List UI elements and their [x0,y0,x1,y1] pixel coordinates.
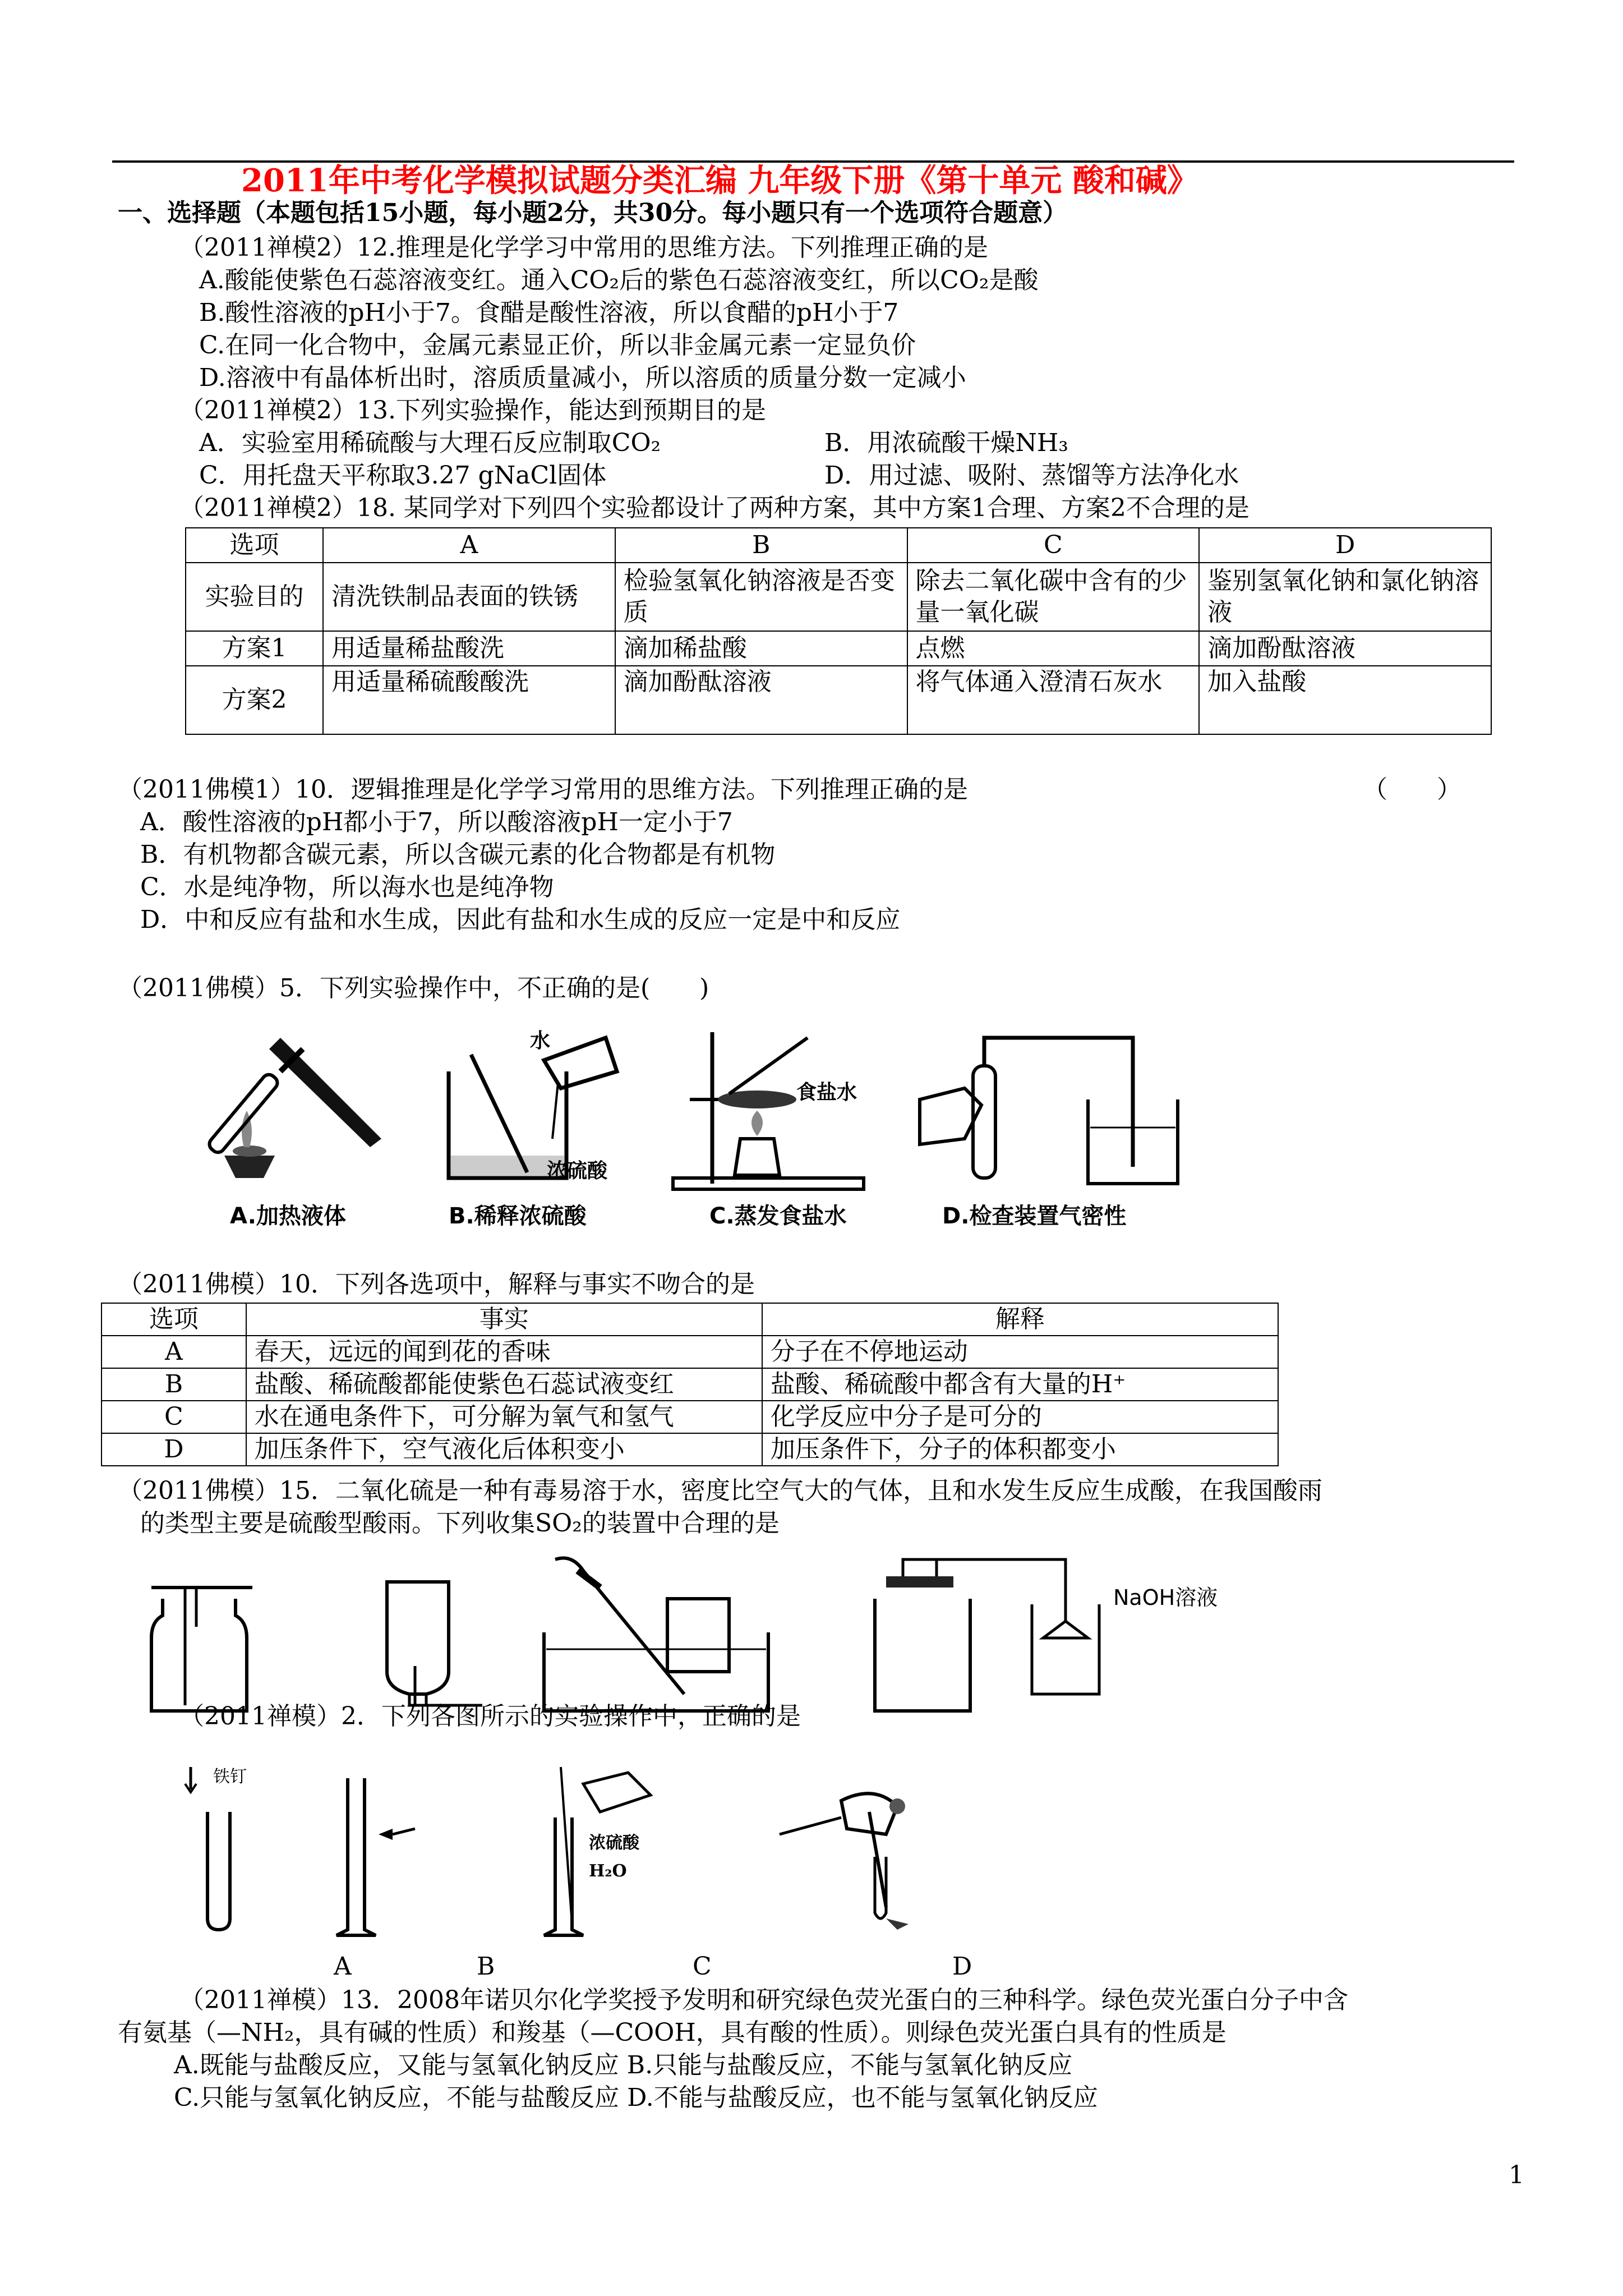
option-d: D.溶液中有晶体析出时，溶质质量减小，所以溶质的质量分数一定减小 [199,364,966,392]
option-a: A．酸性溶液的pH都小于7，所以酸溶液pH一定小于7 [140,808,733,836]
table-cell: 检验氢氧化钠溶液是否变质 [615,563,907,631]
table-cell: 滴加稀盐酸 [615,631,907,666]
fact-explanation-table [101,1303,1279,1466]
question-stem: （2011禅模2）13.下列实验操作，能达到预期目的是 [179,396,766,425]
figure-gas-collection-2 [353,1565,488,1717]
table-cell: 分子在不停地运动 [762,1336,1278,1368]
table-cell: 春天，远远的闻到花的香味 [246,1336,762,1368]
table-cell: 除去二氧化碳中含有的少量一氧化碳 [907,563,1200,631]
table-cell: B [102,1368,246,1401]
figure-graduated-cylinder [331,1773,432,1941]
question-stem: （2011禅模）2．下列各图所示的实验操作中，正确的是 [179,1702,801,1731]
table-row [102,1368,1278,1401]
table-cell: 滴加酚酞溶液 [615,666,907,734]
table-cell: 鉴别氢氧化钠和氯化钠溶液 [1199,563,1491,631]
option-a: A.酸能使紫色石蕊溶液变红。通入CO₂后的紫色石蕊溶液变红，所以CO₂是酸 [199,266,1039,295]
figure-label-acid: 浓硫酸 [589,1833,639,1853]
figure-caption: A.加热液体 [230,1203,346,1229]
table-cell: 水在通电条件下，可分解为氧气和氢气 [246,1401,762,1433]
figure-heating-liquid [213,1027,398,1206]
answer-bracket: （ ） [1363,775,1461,804]
figure-label-water: H₂O [589,1861,627,1881]
table-cell: 方案2 [186,666,323,734]
figure-caption: B.稀释浓硫酸 [449,1203,587,1229]
question-stem: （2011佛模）10．下列各选项中，解释与事实不吻合的是 [118,1270,755,1299]
table-row [186,631,1491,666]
figure-label-saltwater: 食盐水 [796,1081,857,1104]
option-d: D．用过滤、吸附、蒸馏等方法净化水 [824,461,1239,490]
table-cell: 方案1 [186,631,323,666]
table-cell: 盐酸、稀硫酸中都含有大量的H⁺ [762,1368,1278,1401]
table-cell: 加入盐酸 [1199,666,1491,734]
table-header-row [186,528,1491,563]
figure-label-acid: 浓硫酸 [547,1159,608,1182]
option-b: B.酸性溶液的pH小于7。食醋是酸性溶液，所以食醋的pH小于7 [199,298,899,327]
question-stem-line-2: 的类型主要是硫酸型酸雨。下列收集SO₂的装置中合理的是 [140,1509,780,1538]
options-line-2: C.只能与氢氧化钠反应，不能与盐酸反应 D.不能与盐酸反应，也不能与氢氧化钠反应 [174,2083,1098,2112]
figure-gas-collection-3 [538,1554,785,1717]
table-header-cell: 事实 [246,1303,762,1336]
option-c: C．用托盘天平称取3.27 gNaCl固体 [199,461,607,490]
figure-caption: D.检查装置气密性 [942,1203,1127,1229]
figure-gas-collection-1 [140,1565,264,1717]
table-cell: C [102,1401,246,1433]
table-header-cell: A [323,528,615,563]
table-cell: D [102,1433,246,1466]
figure-caption: C.蒸发食盐水 [709,1203,847,1229]
option-d: D．中和反应有盐和水生成，因此有盐和水生成的反应一定是中和反应 [140,905,901,934]
option-letter-a: A [334,1952,352,1981]
table-cell: 化学反应中分子是可分的 [762,1401,1278,1433]
question-stem: （2011佛模）5．下列实验操作中，不正确的是( ) [118,974,709,1002]
figure-label-nail: 铁钉 [213,1767,247,1787]
question-stem: （2011禅模2）18. 某同学对下列四个实验都设计了两种方案，其中方案1合理、方案2不合理的是 [179,494,1249,522]
option-letter-c: C [693,1952,712,1981]
table-cell: A [102,1336,246,1368]
table-cell: 将气体通入澄清石灰水 [907,666,1200,734]
question-stem-line-1: （2011禅模）13．2008年诺贝尔化学奖授予发明和研究绿色荧光蛋白的三种科学。绿色荧光蛋白分子中含 [179,1986,1348,2014]
table-row [102,1336,1278,1368]
page-number: 1 [1509,2161,1524,2189]
table-cell: 点燃 [907,631,1200,666]
options-line-1: A.既能与盐酸反应，又能与氢氧化钠反应 B.只能与盐酸反应，不能与氢氧化钠反应 [174,2051,1073,2079]
table-header-cell: 选项 [186,528,323,563]
figure-airtightness [920,1027,1211,1200]
table-cell: 用适量稀盐酸洗 [323,631,615,666]
option-letter-b: B [477,1952,495,1981]
table-header-cell: 选项 [102,1303,246,1336]
table-cell: 清洗铁制品表面的铁锈 [323,563,615,631]
page-title: 2011年中考化学模拟试题分类汇编 九年级下册《第十单元 酸和碱》 [241,162,1198,199]
option-c: C．水是纯净物，所以海水也是纯净物 [140,873,554,901]
table-header-cell: C [907,528,1200,563]
table-cell: 加压条件下，分子的体积都变小 [762,1433,1278,1466]
table-cell: 加压条件下，空气液化后体积变小 [246,1433,762,1466]
table-cell: 盐酸、稀硫酸都能使紫色石蕊试液变红 [246,1368,762,1401]
table-header-cell: B [615,528,907,563]
table-cell: 滴加酚酞溶液 [1199,631,1491,666]
question-stem-line-1: （2011佛模）15．二氧化硫是一种有毒易溶于水，密度比空气大的气体，且和水发生反应生成酸，在我国酸雨 [118,1476,1322,1505]
figure-label-water: 水 [530,1029,551,1052]
figure-adding-solid [774,1767,942,1935]
table-header-cell: 解释 [762,1303,1278,1336]
option-b: B．有机物都含碳元素，所以含碳元素的化合物都是有机物 [140,840,776,869]
option-a: A．实验室用稀硫酸与大理石反应制取CO₂ [199,429,661,457]
table-header-cell: D [1199,528,1491,563]
figure-evaporating [667,1027,869,1200]
question-stem: （2011禅模2）12.推理是化学学习中常用的思维方法。下列推理正确的是 [179,233,988,262]
figure-gas-collection-4 [852,1554,1155,1717]
question-stem: （2011佛模1）10．逻辑推理是化学学习常用的思维方法。下列推理正确的是 [118,775,968,804]
table-header-row [102,1303,1278,1336]
question-stem-line-2: 有氨基（—NH₂，具有碱的性质）和羧基（—COOH，具有酸的性质）。则绿色荧光蛋白具有的性质是 [118,2018,1227,2047]
section-heading: 一、选择题（本题包括15小题，每小题2分，共30分。每小题只有一个选项符合题意） [118,199,1068,227]
scheme-table [185,527,1492,735]
table-row [186,666,1491,734]
table-cell: 用适量稀硫酸酸洗 [323,666,615,734]
table-row [186,563,1491,631]
table-row [102,1433,1278,1466]
option-c: C.在同一化合物中，金属元素显正价，所以非金属元素一定显负价 [199,331,916,360]
figure-label-naoh: NaOH溶液 [1113,1585,1218,1610]
table-cell: 实验目的 [186,563,323,631]
table-row [102,1401,1278,1433]
option-letter-d: D [952,1952,972,1981]
option-b: B．用浓硫酸干燥NH₃ [824,429,1068,457]
